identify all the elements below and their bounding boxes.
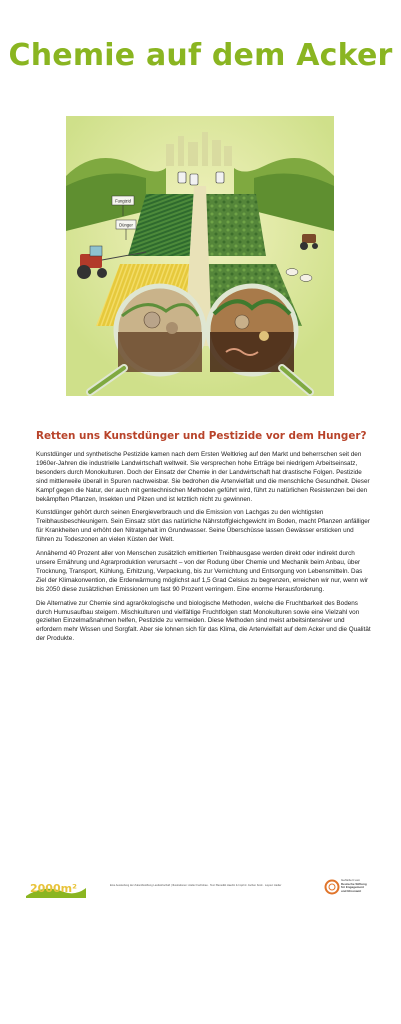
field-mixed-top — [204, 194, 266, 256]
svg-text:Fungizid: Fungizid — [115, 198, 131, 204]
farm-illustration — [66, 116, 334, 396]
page-title: Chemie auf dem Acker — [8, 38, 393, 73]
footer-credit: Eine Ausstellung der Zukunftsstiftung Landwirtschaft | Illustrationen: Atelier Fuchsbau · Text: Benedikt Haerlin & Imprint: Jochen Kock · Layout: Atelier — [110, 884, 282, 887]
sponsor-ring-icon — [324, 879, 340, 895]
svg-text:2000m²: 2000m² — [30, 882, 77, 895]
paragraph: Annähernd 40 Prozent aller von Menschen zusätzlich emittierten Treibhausgase werden direkt oder indirekt durch unsere Ernährung und Agrarproduktion verursacht – von der Rodung über Chemie und Mechanik beim Anbau, über Trocknung, Transport, Kühlung, Erhitzung, Verpackung, bis zur Vernichtung und Entsorgung von Lebensmitteln. Das Ziel der Klimakonvention, die Erderwärmung möglichst auf 1,5 Grad Celsius zu begrenzen, erreichen wir nur, wenn wir bis 2050 diese zusätzlichen Emissionen um fast 90 Prozent verringern. Eine enorme Herausforderung. — [36, 550, 369, 593]
svg-text:Dünger: Dünger — [119, 222, 133, 228]
paragraph: Die Alternative zur Chemie sind agrarökologische und biologische Methoden, welche die Fruchtbarkeit des Bodens durch Humusaufbau steigern. Mischkulturen und vielfältige Fruchtfolgen statt Monokulturen sowie eine Vielzahl von gezielten Einzelmaßnahmen helfen, Pestizide zu vermeiden. Diese Methoden sind meist arbeitsintensiver und erfordern mehr Wissen und Sorgfalt. Aber sie lohnen sich für das Klima, die Artenvielfalt auf dem Acker und die Qualität der Produkte. — [36, 599, 371, 643]
sponsor-name: Gefördert vom Deutsche Stiftung für Engagement und Ehrenamt — [341, 878, 367, 893]
paragraph: Kunstdünger und synthetische Pestizide kamen nach dem Ersten Weltkrieg auf den Markt und beherrschen seit den 1960er-Jahren die industrielle Landwirtschaft weltweit. Sie versprechen hohe Erträge bei niedrigem Arbeitseinsatz, besonders durch Monokulturen. Doch der Einsatz der Chemie in der Landwirtschaft hat drastische Folgen. Pestizide sind mittlerweile überall in Spuren nachweisbar. Sie bedrohen die Artenvielfalt und die menschliche Gesundheit. Dieser Kampf gegen die Natur, der auch mit gentechnischen Methoden geführt wird, führt zu natürlichen Resistenzen bei den bekämpften Pflanzen, Insekten und Pilzen und ist letztlich nicht zu gewinnen. — [36, 451, 370, 503]
body-text — [36, 451, 372, 649]
section-heading: Retten uns Kunstdünger und Pestizide vor dem Hunger? — [36, 430, 367, 442]
exhibition-logo — [24, 874, 88, 900]
sponsor-logo — [324, 877, 384, 899]
paragraph: Kunstdünger gehört durch seinen Energieverbrauch und die Emission von Lachgas zu den wichtigsten Treibhausbeschleunigern. Sein Einsatz stört das natürliche Nährstoffgleichgewicht im Boden, macht Pflanzen anfälliger für Krankheiten und erhöht den Nitratgehalt im Grundwasser. Seine Überschüsse lassen Gewässer ersticken und führen zu Todeszonen an vielen Küsten der Welt. — [36, 509, 370, 544]
